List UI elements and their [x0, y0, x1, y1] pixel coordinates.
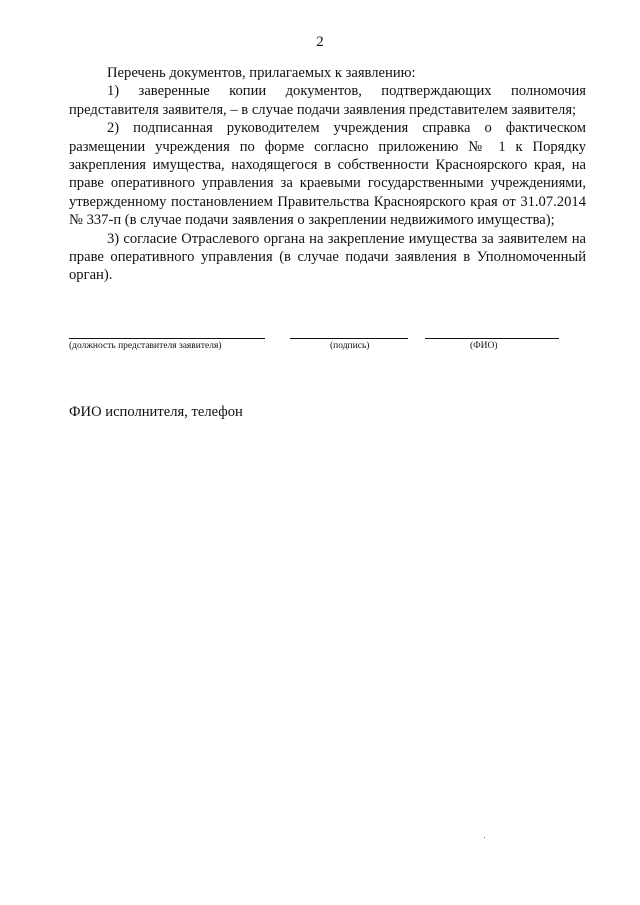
list-item: 2) подписанная руководителем учреждения справка о фактическом размещении учреждения по форме согласно приложению № 1 к Порядку закрепления имущества, находящегося в собственности Красноярского края, на праве оперативного управления за краевыми государственными учреждениями, утвержденному постановлением Правительства Красноярского края от 31.07.2014 № 337-п (в случае подачи заявления о закреплении недвижимого имущества);: [69, 120, 586, 229]
signature-caption: (подпись): [330, 341, 370, 351]
signature-line: [290, 338, 408, 339]
page-number: 2: [316, 34, 324, 50]
executor-contact: ФИО исполнителя, телефон: [69, 404, 243, 420]
list-item: 3) согласие Отраслевого органа на закрепление имущества за заявителем на праве оперативного управления (в случае подачи заявления в Уполномоченный орган).: [69, 230, 586, 284]
position-signature-line: [69, 338, 265, 339]
list-item: 1) заверенные копии документов, подтверждающих полномочия представителя заявителя, – в случае подачи заявления представителем заявителя;: [69, 83, 586, 118]
documents-list-intro: Перечень документов, прилагаемых к заявлению:: [107, 65, 416, 81]
scan-speck: [484, 837, 485, 838]
name-caption: (ФИО): [470, 341, 498, 351]
documents-list: [69, 64, 586, 285]
name-signature-line: [425, 338, 559, 339]
position-caption: (должность представителя заявителя): [69, 341, 222, 351]
